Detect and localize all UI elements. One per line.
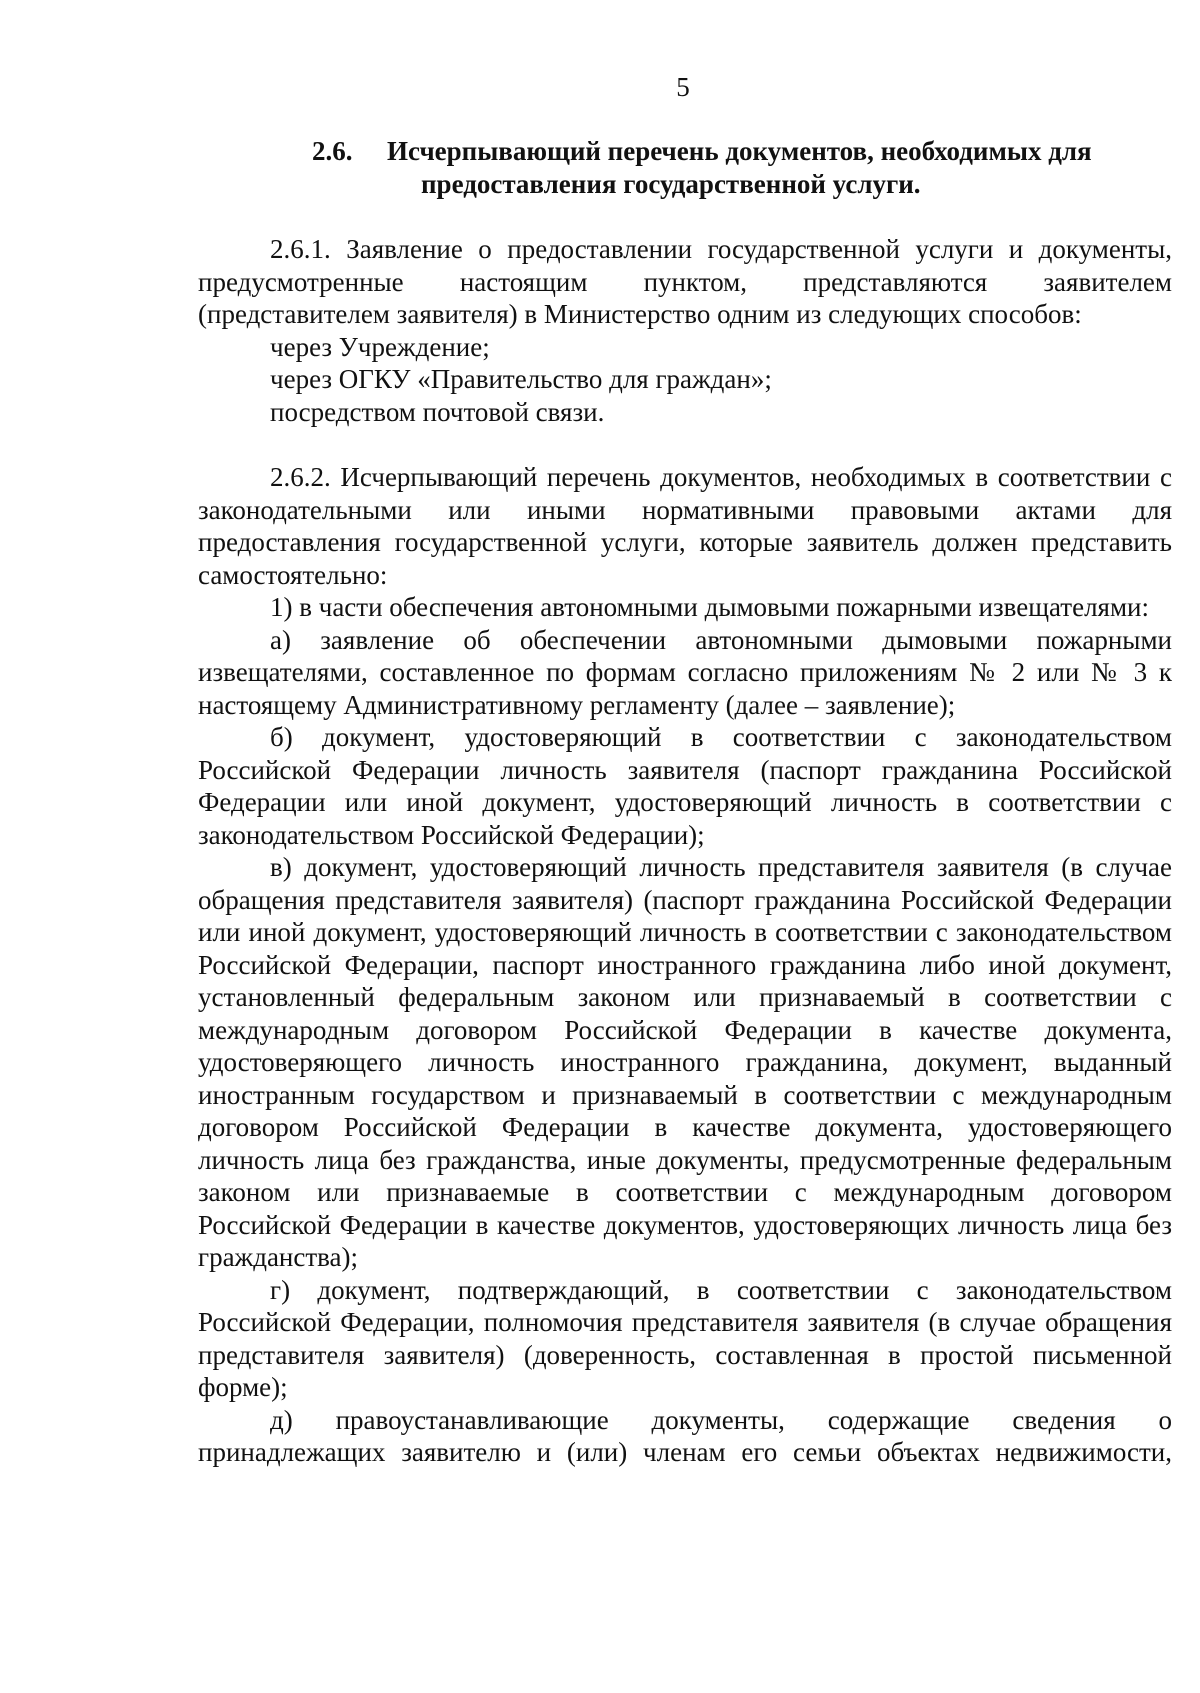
list-item-method-ogku: через ОГКУ «Правительство для граждан»; bbox=[270, 364, 772, 394]
list-item-method-institution: через Учреждение; bbox=[270, 331, 490, 362]
paragraph-item-a: а) заявление об обеспечении автономными дымовыми пожарными извещателями, составленное по формам согласно приложениям № 2 или № 3 к настоящему Административному регламенту (далее – заявление); bbox=[198, 624, 1172, 720]
paragraph-item-1: 1) в части обеспечения автономными дымовыми пожарными извещателями: bbox=[270, 592, 1150, 622]
document-body bbox=[198, 233, 1172, 1469]
section-title-line1: Исчерпывающий перечень документов, необходимых для bbox=[387, 136, 1092, 166]
paragraph-2-6-2: 2.6.2. Исчерпывающий перечень документов, необходимых в соответствии с законодательными или иными нормативными правовыми актами для предоставления государственной услуги, которые заявитель должен представить самостоятельно: bbox=[198, 462, 1172, 590]
section-heading bbox=[312, 135, 1172, 201]
list-item-method-post: посредством почтовой связи. bbox=[270, 396, 605, 427]
paragraph-item-b: б) документ, удостоверяющий в соответствии с законодательством Российской Федерации личность заявителя (паспорт гражданина Российской Федерации или иной документ, удостоверяющий личность в соответствии с законодательством Российской Федерации); bbox=[198, 722, 1172, 850]
section-title-line2: предоставления государственной услуги. bbox=[421, 169, 921, 199]
page-number: 5 bbox=[676, 72, 690, 102]
paragraph-item-g: г) документ, подтверждающий, в соответствии с законодательством Российской Федерации, полномочия представителя заявителя (в случае обращения представителя заявителя) (доверенность, составленная в простой письменной форме); bbox=[198, 1274, 1172, 1402]
paragraph-item-d: д) правоустанавливающие документы, содержащие сведения о принадлежащих заявителю и (или) членам его семьи объектах недвижимости, bbox=[198, 1404, 1172, 1467]
section-number: 2.6. bbox=[312, 136, 353, 166]
paragraph-item-v: в) документ, удостоверяющий личность представителя заявителя (в случае обращения представителя заявителя) (паспорт гражданина Российской Федерации или иной документ, удостоверяющий личность в соответствии с законодательством Российской Федерации, паспорт иностранного гражданина либо иной документ, установленный федеральным законом или признаваемый в соответствии с международным договором Российской Федерации в качестве документа, удостоверяющего личность иностранного гражданина, документ, выданный иностранным государством и признаваемый в соответствии с международным договором Российской Федерации в качестве документа, удостоверяющего личность лица без гражданства, иные документы, предусмотренные федеральным законом или признаваемые в соответствии с международным договором Российской Федерации в качестве документов, удостоверяющих личность лица без гражданства); bbox=[198, 852, 1172, 1272]
paragraph-2-6-1: 2.6.1. Заявление о предоставлении государственной услуги и документы, предусмотренные настоящим пунктом, представляются заявителем (представителем заявителя) в Министерство одним из следующих способов: bbox=[198, 234, 1172, 329]
